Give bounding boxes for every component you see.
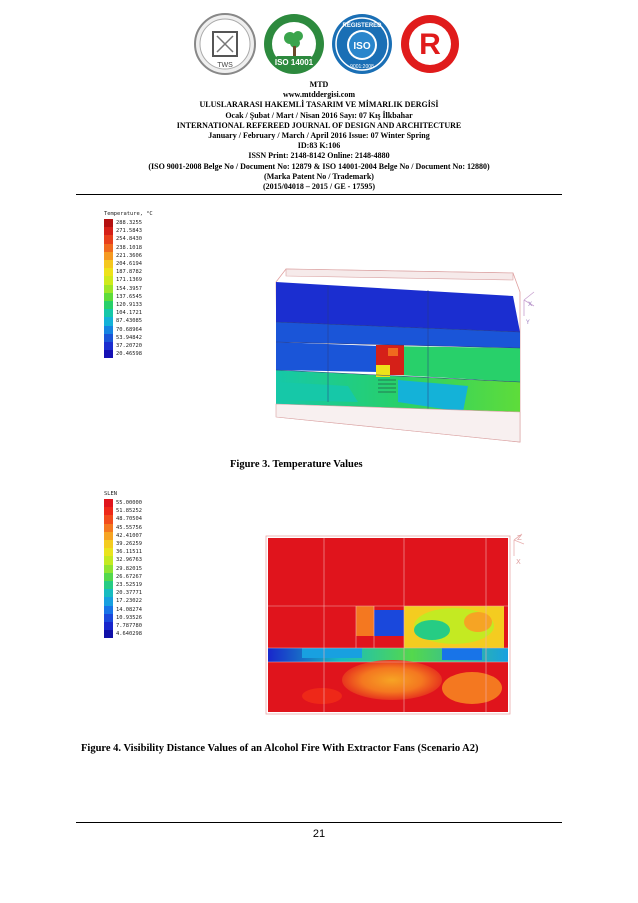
visibility-legend-value: 4.640298 xyxy=(116,631,142,638)
temperature-axis-y-label: Y xyxy=(526,319,530,326)
header-line-11: (2015/04018 – 2015 / GE - 17595) xyxy=(263,182,375,192)
header-rule xyxy=(76,194,562,195)
temperature-legend-swatch xyxy=(104,219,113,227)
temperature-legend-swatch xyxy=(104,260,113,268)
visibility-simulation-plot xyxy=(262,530,530,720)
journal-header xyxy=(0,80,638,192)
tws-logo-text: TWS xyxy=(217,62,233,69)
temperature-legend-value: 171.1369 xyxy=(116,277,142,284)
iso-registered-logo xyxy=(330,12,394,76)
visibility-legend-value: 42.41007 xyxy=(116,532,142,539)
temperature-legend-swatch xyxy=(104,342,113,350)
visibility-legend-swatch xyxy=(104,507,113,515)
temperature-legend-row xyxy=(104,326,184,334)
visibility-legend-swatch xyxy=(104,499,113,507)
temperature-legend-row xyxy=(104,317,184,325)
temperature-legend-swatch xyxy=(104,317,113,325)
temperature-legend xyxy=(104,211,194,361)
temperature-axis-x-label: X xyxy=(528,301,533,308)
temperature-legend-row xyxy=(104,309,184,317)
visibility-axis-x-label: X xyxy=(516,558,521,566)
visibility-legend-swatch xyxy=(104,622,113,630)
temperature-legend-swatch xyxy=(104,326,113,334)
visibility-legend-value: 20.37771 xyxy=(116,590,142,597)
visibility-legend-row xyxy=(104,524,184,532)
visibility-legend-row xyxy=(104,581,184,589)
header-line-6: January / February / March / April 2016 Issue: 07 Winter Spring xyxy=(208,131,430,141)
temperature-legend-value: 20.46598 xyxy=(116,351,142,358)
tws-logo xyxy=(193,12,257,76)
temperature-legend-swatch xyxy=(104,252,113,260)
temperature-legend-row xyxy=(104,244,184,252)
visibility-legend-row xyxy=(104,532,184,540)
figure3-caption: Figure 3. Temperature Values xyxy=(230,459,363,470)
temperature-legend-value: 137.6545 xyxy=(116,293,142,300)
temperature-legend-swatch xyxy=(104,301,113,309)
temperature-legend-row xyxy=(104,235,184,243)
temperature-legend-value: 238.1018 xyxy=(116,244,142,251)
header-line-9: (ISO 9001-2008 Belge No / Document No: 12879 & ISO 14001-2004 Belge No / Document No: 12880) xyxy=(148,161,490,171)
header-line-8: ISSN Print: 2148-8142 Online: 2148-4880 xyxy=(248,151,390,161)
visibility-legend-swatch xyxy=(104,540,113,548)
temperature-legend-row xyxy=(104,276,184,284)
temperature-legend-value: 37.20720 xyxy=(116,343,142,349)
visibility-legend-swatch xyxy=(104,630,113,638)
visibility-legend-value: 29.82015 xyxy=(116,565,142,572)
temperature-legend-row xyxy=(104,350,184,358)
temperature-legend-value: 87.43085 xyxy=(116,318,142,325)
temperature-legend-swatch xyxy=(104,244,113,252)
temperature-legend-row xyxy=(104,293,184,301)
temperature-legend-row xyxy=(104,285,184,293)
visibility-legend-row xyxy=(104,614,184,622)
visibility-legend-row xyxy=(104,565,184,573)
visibility-legend-value: 26.67267 xyxy=(116,573,142,580)
header-line-5: INTERNATIONAL REFEREED JOURNAL OF DESIGN AND ARCHITECTURE xyxy=(176,120,462,130)
visibility-legend-swatch xyxy=(104,573,113,581)
visibility-legend-row xyxy=(104,597,184,605)
temperature-legend-swatch xyxy=(104,285,113,293)
visibility-legend-row xyxy=(104,589,184,597)
visibility-legend-value: 39.26259 xyxy=(116,541,142,547)
temperature-legend-row xyxy=(104,301,184,309)
temperature-legend-row xyxy=(104,252,184,260)
visibility-legend-row xyxy=(104,606,184,614)
visibility-legend-value: 51.85252 xyxy=(116,508,142,515)
temperature-legend-swatch xyxy=(104,350,113,358)
visibility-legend-swatch xyxy=(104,589,113,597)
visibility-legend-swatch xyxy=(104,556,113,564)
visibility-legend-swatch xyxy=(104,614,113,622)
visibility-legend-swatch xyxy=(104,524,113,532)
visibility-legend-value: 7.787780 xyxy=(116,623,142,629)
visibility-legend xyxy=(104,491,194,641)
footer-rule xyxy=(76,822,562,823)
iso-registered-logo-text: ISO xyxy=(353,41,371,52)
temperature-legend-swatch xyxy=(104,235,113,243)
visibility-legend-swatch xyxy=(104,581,113,589)
temperature-legend-value: 53.94842 xyxy=(116,334,142,341)
temperature-legend-row xyxy=(104,227,184,235)
temperature-legend-swatch xyxy=(104,334,113,342)
iso-registered-ring-text: REGISTERED xyxy=(342,23,382,29)
temperature-legend-swatch xyxy=(104,293,113,301)
visibility-legend-title: SLEN xyxy=(104,491,117,497)
temperature-legend-value: 254.8430 xyxy=(116,236,142,243)
figure4-caption: Figure 4. Visibility Distance Values of an Alcohol Fire With Extractor Fans (Scenario A2) xyxy=(81,743,479,754)
visibility-legend-row xyxy=(104,548,184,556)
temperature-legend-row xyxy=(104,260,184,268)
registered-trademark-logo xyxy=(398,12,462,76)
visibility-axis-z-label: Z xyxy=(517,534,522,542)
visibility-legend-row xyxy=(104,630,184,638)
temperature-legend-row xyxy=(104,268,184,276)
temperature-legend-swatch xyxy=(104,276,113,284)
header-line-1: MTD xyxy=(309,80,329,89)
temperature-legend-value: 120.9133 xyxy=(116,302,142,308)
temperature-legend-value: 204.6194 xyxy=(116,261,142,267)
visibility-legend-value: 45.55756 xyxy=(116,524,142,531)
temperature-legend-title: Temperature, °C xyxy=(104,211,153,217)
iso14001-logo xyxy=(262,12,326,76)
visibility-legend-swatch xyxy=(104,597,113,605)
page-number: 21 xyxy=(312,828,326,840)
visibility-legend-swatch xyxy=(104,606,113,614)
visibility-legend-swatch xyxy=(104,515,113,523)
temperature-legend-swatch xyxy=(104,309,113,317)
temperature-legend-value: 271.5843 xyxy=(116,228,142,235)
header-line-7: ID:83 K:106 xyxy=(297,141,341,151)
visibility-legend-value: 36.11511 xyxy=(116,549,142,556)
temperature-legend-value: 221.3606 xyxy=(116,252,142,259)
visibility-legend-value: 55.00000 xyxy=(116,500,142,506)
visibility-legend-swatch xyxy=(104,565,113,573)
visibility-legend-row xyxy=(104,540,184,548)
visibility-legend-row xyxy=(104,622,184,630)
temperature-legend-row xyxy=(104,334,184,342)
temperature-legend-value: 288.3255 xyxy=(116,220,142,226)
temperature-legend-row xyxy=(104,342,184,350)
temperature-simulation-plot xyxy=(258,262,540,450)
visibility-legend-row xyxy=(104,556,184,564)
visibility-legend-value: 23.52519 xyxy=(116,582,142,588)
visibility-legend-row xyxy=(104,515,184,523)
visibility-legend-swatch xyxy=(104,532,113,540)
temperature-legend-value: 104.1721 xyxy=(116,310,142,317)
logo-row xyxy=(0,12,638,80)
visibility-legend-value: 14.08274 xyxy=(116,606,142,613)
visibility-legend-value: 48.70504 xyxy=(116,516,142,523)
visibility-legend-value: 10.93526 xyxy=(116,614,142,621)
iso-registered-year-text: 9001:2008 xyxy=(350,64,374,70)
registered-trademark-logo-text: R xyxy=(419,28,441,61)
temperature-legend-value: 70.68964 xyxy=(116,326,142,333)
temperature-legend-value: 154.3957 xyxy=(116,285,142,292)
temperature-legend-value: 187.8782 xyxy=(116,269,142,276)
visibility-legend-row xyxy=(104,499,184,507)
visibility-legend-value: 17.23022 xyxy=(116,598,142,605)
header-line-2: www.mtddergisi.com xyxy=(283,90,355,100)
temperature-legend-row xyxy=(104,219,184,227)
visibility-legend-swatch xyxy=(104,548,113,556)
visibility-legend-row xyxy=(104,507,184,515)
temperature-legend-swatch xyxy=(104,268,113,276)
header-line-4: Ocak / Şubat / Mart / Nisan 2016 Sayı: 07 Kış İlkbahar xyxy=(225,110,413,120)
header-line-10: (Marka Patent No / Trademark) xyxy=(264,171,374,181)
visibility-legend-row xyxy=(104,573,184,581)
iso14001-logo-text: ISO 14001 xyxy=(274,58,314,67)
temperature-legend-swatch xyxy=(104,227,113,235)
visibility-legend-value: 32.96763 xyxy=(116,557,142,564)
header-line-3: ULUSLARARASI HAKEMLİ TASARIM VE MİMARLIK DERGİSİ xyxy=(199,100,439,110)
